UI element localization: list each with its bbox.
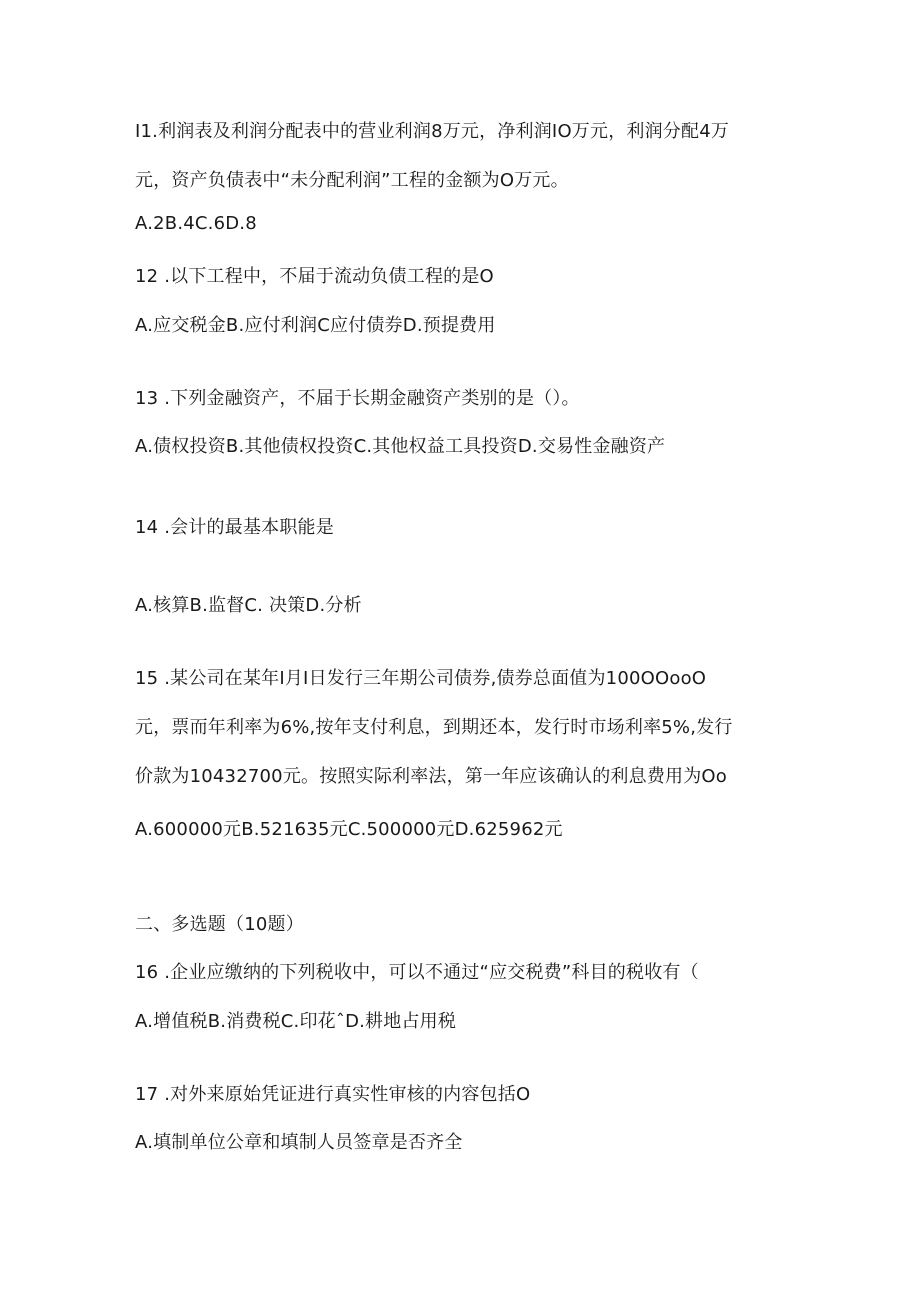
q16-stem: 16 .企业应缴纳的下列税收中，可以不通过“应交税费”科目的税收有（ [135, 962, 699, 983]
q15-stem-line-3: 价款为10432700元。按照实际利率法，第一年应该确认的利息费用为Oo [135, 766, 727, 787]
q16-options: A.增值税B.消费税C.印花ˆD.耕地占用税 [135, 1011, 457, 1032]
section-heading: 二、多选题（10题） [135, 914, 304, 935]
q11-stem-line-2: 元，资产负债表中“未分配利润”工程的金额为O万元。 [135, 170, 569, 191]
q17-stem: 17 .对外来原始凭证进行真实性审核的内容包括O [135, 1084, 531, 1105]
q13-options: A.债权投资B.其他债权投资C.其他权益工具投资D.交易性金融资产 [135, 436, 666, 457]
q15-stem-line-2: 元，票而年利率为6%,按年支付利息，到期还本，发行时市场利率5%,发行 [135, 717, 733, 738]
q13-stem: 13 .下列金融资产，不届于长期金融资产类别的是（）。 [135, 388, 580, 409]
q12-stem: 12 .以下工程中，不届于流动负债工程的是O [135, 266, 494, 287]
q11-stem-line-1: I1.利润表及利润分配表中的营业利润8万元，净利润IO万元，利润分配4万 [135, 121, 730, 142]
q15-options: A.600000元B.521635元C.500000元D.625962元 [135, 819, 563, 840]
q12-options: A.应交税金B.应付利润C应付债券D.预提费用 [135, 315, 496, 336]
q14-options: A.核算B.监督C. 决策D.分析 [135, 595, 362, 616]
q17-option-a: A.填制单位公章和填制人员签章是否齐全 [135, 1132, 463, 1153]
q14-stem: 14 .会计的最基本职能是 [135, 517, 334, 538]
q15-stem-line-1: 15 .某公司在某年I月I日发行三年期公司债券,债券总面值为100OOooO [135, 668, 707, 689]
q11-options: A.2B.4C.6D.8 [135, 213, 257, 234]
